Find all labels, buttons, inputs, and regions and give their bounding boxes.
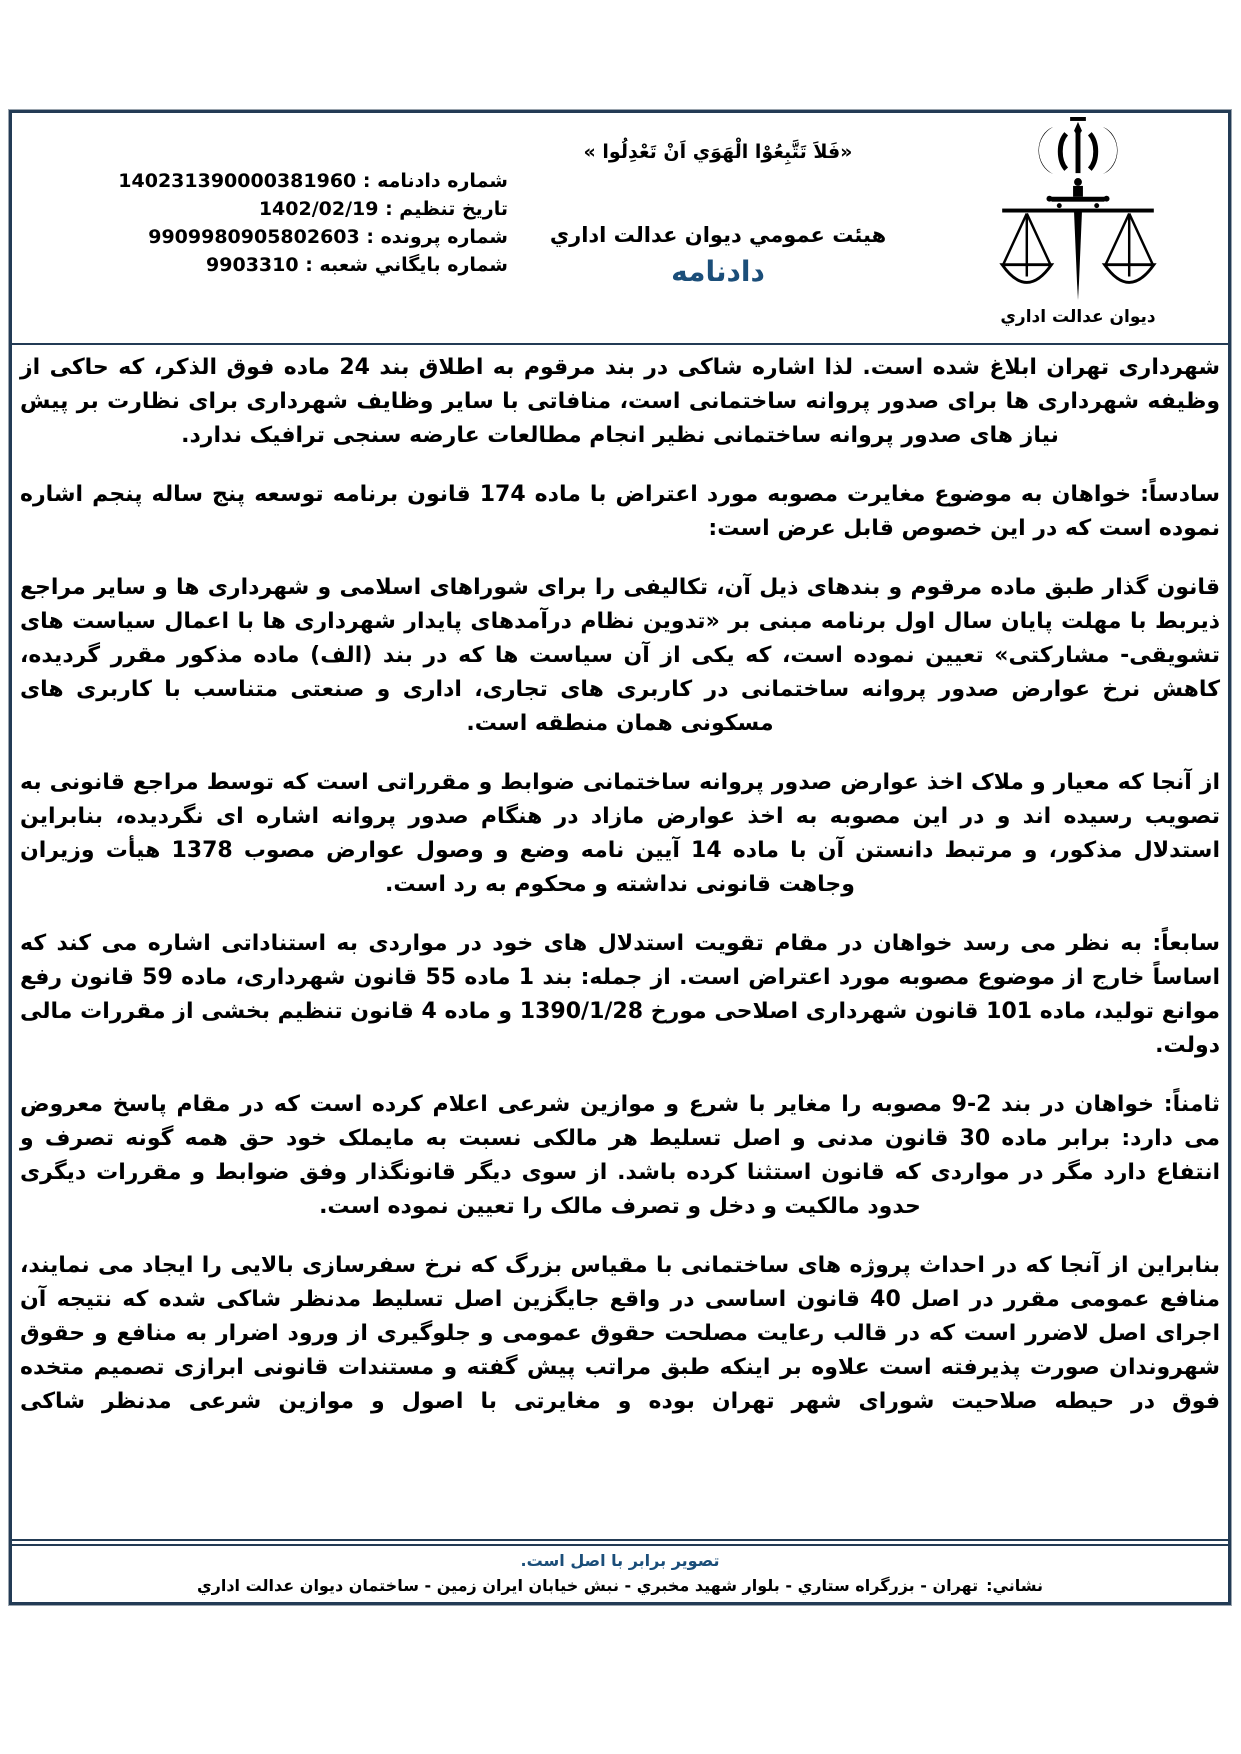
document-footer [12, 1544, 1228, 1602]
court-address [20, 1576, 1220, 1595]
body-paragraph: سادساً: خواهان به موضوع مغایرت مصوبه مورد اعتراض با ماده 174 قانون برنامه توسعه پنج ساله پنجم اشاره نموده است که در این خصوص قابل عرض است: [20, 482, 1220, 541]
body-paragraph: بنابراین از آنجا که در احداث پروژه های ساختمانی با مقیاس بزرگ که نرخ سفرسازی بالایی را ایجاد می نمایند، منافع عمومی مقرر در اصل 40 قانون اساسی در واقع جایگزین اصل تسلیط مدنظر شاکی شده که نتیجه آن اجرای اصل لاضرر است که در قالب رعایت مصلحت حقوق عمومی و جلوگیری از ورود اضرار به منافع و حقوق شهروندان صورت پذیرفته است علاوه بر اینکه طبق مراتب پیش گفته و مستندات قانونی ابرازی تصمیم متخده فوق در حیطه صلاحیت شورای شهر تهران بوده و مغایرتی با اصول و موازین شرعی مدنظر شاکی [20, 1253, 1220, 1414]
field-value: 9903310 [206, 254, 299, 276]
field-label: شماره پرونده : [359, 226, 508, 248]
field-label: شماره بايگاني شعبه : [298, 254, 508, 276]
body-paragraph: ثامناً: خواهان در بند 2-9 مصوبه را مغایر با شرع و موازین شرعی اعلام کرده است که در مقام پاسخ معروض می دارد: برابر ماده 30 قانون مدنی و اصل تسلیط هر مالکی نسبت به مایملک خود حق همه گونه تصرف و انتفاع دارد مگر در مواردی که قانون استثنا کرده باشد. از سوی دیگر قانونگذار وفق ضوابط و مقررات دیگری حدود مالکیت و دخل و تصرف مالک را تعیین نموده است. [20, 1092, 1220, 1219]
field-issue-date [42, 195, 508, 223]
field-case-number [42, 223, 508, 251]
field-value: 140231390000381960 [118, 170, 357, 192]
document-frame [9, 110, 1231, 1605]
body-paragraph: قانون گذار طبق ماده مرقوم و بندهای ذیل آن، تکالیفی را برای شوراهای اسلامی و شهرداری ها و سایر مراجع ذیربط با مهلت پایان سال اول برنامه مبنی بر «تدوین نظام درآمدهای پایدار شهرداری ها با اعمال سیاست های تشویقی- مشارکتی» تعیین نموده است، که یکی از آن سیاست ها که در بند (الف) ماده مذکور مقرر گردیده، کاهش نرخ عوارض صدور پروانه ساختمانی در کاربری های تجاری، اداری و صنعتی متناسب با کاربری های مسکونی همان منطقه است. [20, 575, 1220, 736]
body-paragraph: از آنجا که معیار و ملاک اخذ عوارض صدور پروانه ساختمانی ضوابط و مقرراتی است که توسط مراجع قانونی به تصویب رسیده اند و در این مصوبه به اخذ عوارض مازاد در هنگام صدور پروانه اشاره ای نگردیده، بنابراین استدلال مذکور، و مرتبط دانستن آن با ماده 14 آیین نامه وضع و وصول عوارض مصوب 1378 هیأت وزیران وجاهت قانونی نداشته و محکوم به رد است. [20, 770, 1220, 897]
doc-title: دادنامه [671, 255, 765, 288]
header-center-block [508, 113, 928, 343]
certified-copy-note: تصویر برابر با اصل است. [520, 1551, 720, 1570]
address-label: نشاني: [986, 1576, 1043, 1595]
field-value: 9909980905802603 [148, 226, 360, 248]
court-logo-block [928, 113, 1228, 343]
document-numbers-block [12, 113, 508, 343]
document-header [12, 113, 1228, 345]
org-title: هيئت عمومي ديوان عدالت اداري [549, 223, 887, 247]
field-branch-archive-number [42, 251, 508, 279]
body-paragraph: سابعاً: به نظر می رسد خواهان در مقام تقویت استدلال های خود در مواردی به استناداتی اشاره می کند که اساساً خارج از موضوع مصوبه مورد اعتراض است. از جمله: بند 1 ماده 55 قانون شهرداری، ماده 59 قانون رفع موانع تولید، ماده 101 قانون شهرداری اصلاحی مورخ 1390/1/28 و ماده 4 قانون تنظیم بخشی از مقررات مالی دولت. [20, 931, 1221, 1058]
scales-of-justice-icon [928, 117, 1228, 309]
body-paragraph: شهرداری تهران ابلاغ شده است. لذا اشاره شاکی در بند مرقوم به اطلاق بند 24 ماده فوق الذکر، که حاکی از وظیفه شهرداری ها برای صدور پروانه ساختمانی است، منافاتی با سایر وظایف شهرداری برای نظارت بر پیش نیاز های صدور پروانه ساختمانی نظیر انجام مطالعات عارضه سنجی ترافیک ندارد. [20, 355, 1220, 448]
quran-quote: «فَلاَ تَتَّبِعُوْا الْهَوَي اَنْ تَعْدِلُوا » [583, 141, 853, 163]
logo-caption: ديوان عدالت اداري [1000, 307, 1156, 327]
field-label: شماره دادنامه : [356, 170, 508, 192]
field-label: تاريخ تنظيم : [378, 198, 508, 220]
verdict-body [12, 345, 1228, 1541]
address-text: تهران - بزرگراه ستاري - بلوار شهید مخبري - نبش خیابان ایران زمین - ساختمان دیوان عدالت اداري [196, 1576, 979, 1595]
field-value: 1402/02/19 [258, 198, 379, 220]
field-verdict-number [42, 167, 508, 195]
